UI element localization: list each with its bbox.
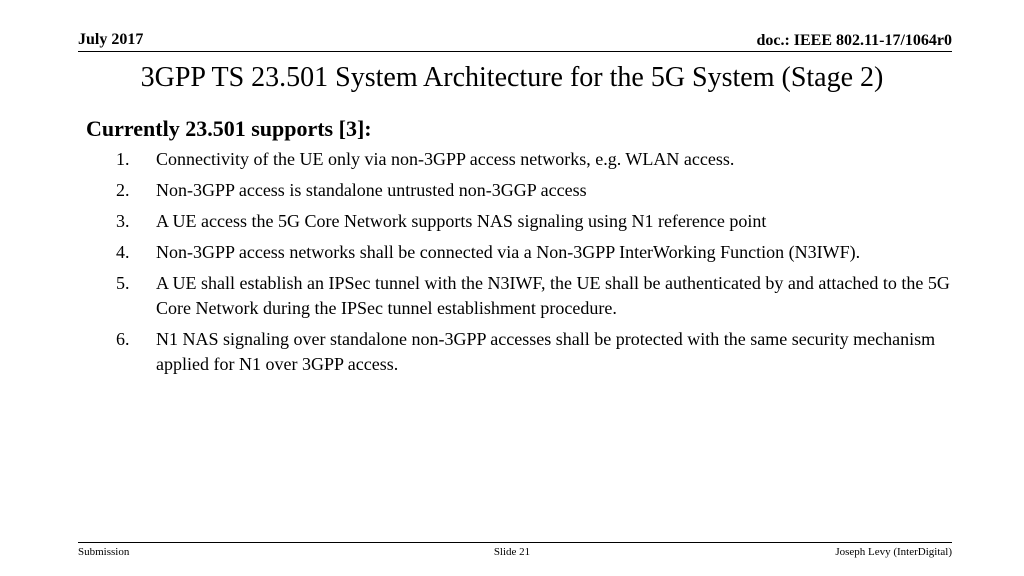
list-item-number: 5. <box>116 273 130 293</box>
header-date: July 2017 <box>78 31 144 48</box>
list-item-text: A UE access the 5G Core Network supports NAS signaling using N1 reference point <box>156 211 767 231</box>
footer-divider <box>78 542 952 543</box>
numbered-list <box>86 147 966 377</box>
list-item <box>86 240 966 265</box>
list-item-text: A UE shall establish an IPSec tunnel with the N3IWF, the UE shall be authenticated by and attached to the 5G Core Network during the IPSec tunnel establishment procedure. <box>156 273 950 318</box>
list-item <box>86 327 966 377</box>
footer-submission: Submission <box>78 546 130 558</box>
footer-slide-number: Slide 21 <box>493 546 531 558</box>
list-item-number: 3. <box>116 211 130 231</box>
header-doc-id: doc.: IEEE 802.11-17/1064r0 <box>756 32 952 49</box>
list-item-text: Non-3GPP access networks shall be connected via a Non-3GPP InterWorking Function (N3IWF). <box>156 242 861 262</box>
list-item <box>86 147 966 172</box>
list-item-text: N1 NAS signaling over standalone non-3GPP accesses shall be protected with the same security mechanism applied for N1 over 3GPP access. <box>156 329 936 374</box>
list-item-number: 2. <box>116 180 130 200</box>
list-item <box>86 209 966 234</box>
list-item <box>86 178 966 203</box>
list-item-number: 6. <box>116 329 130 349</box>
body-heading: Currently 23.501 supports [3]: <box>86 116 372 141</box>
footer-author: Joseph Levy (InterDigital) <box>835 546 952 558</box>
slide-body <box>86 116 966 383</box>
slide-title: 3GPP TS 23.501 System Architecture for the 5G System (Stage 2) <box>140 62 884 93</box>
list-item <box>86 271 966 321</box>
list-item-text: Connectivity of the UE only via non-3GPP access networks, e.g. WLAN access. <box>156 149 735 169</box>
list-item-number: 4. <box>116 242 130 262</box>
header-divider <box>78 51 952 52</box>
list-item-number: 1. <box>116 149 130 169</box>
list-item-text: Non-3GPP access is standalone untrusted non-3GGP access <box>156 180 587 200</box>
